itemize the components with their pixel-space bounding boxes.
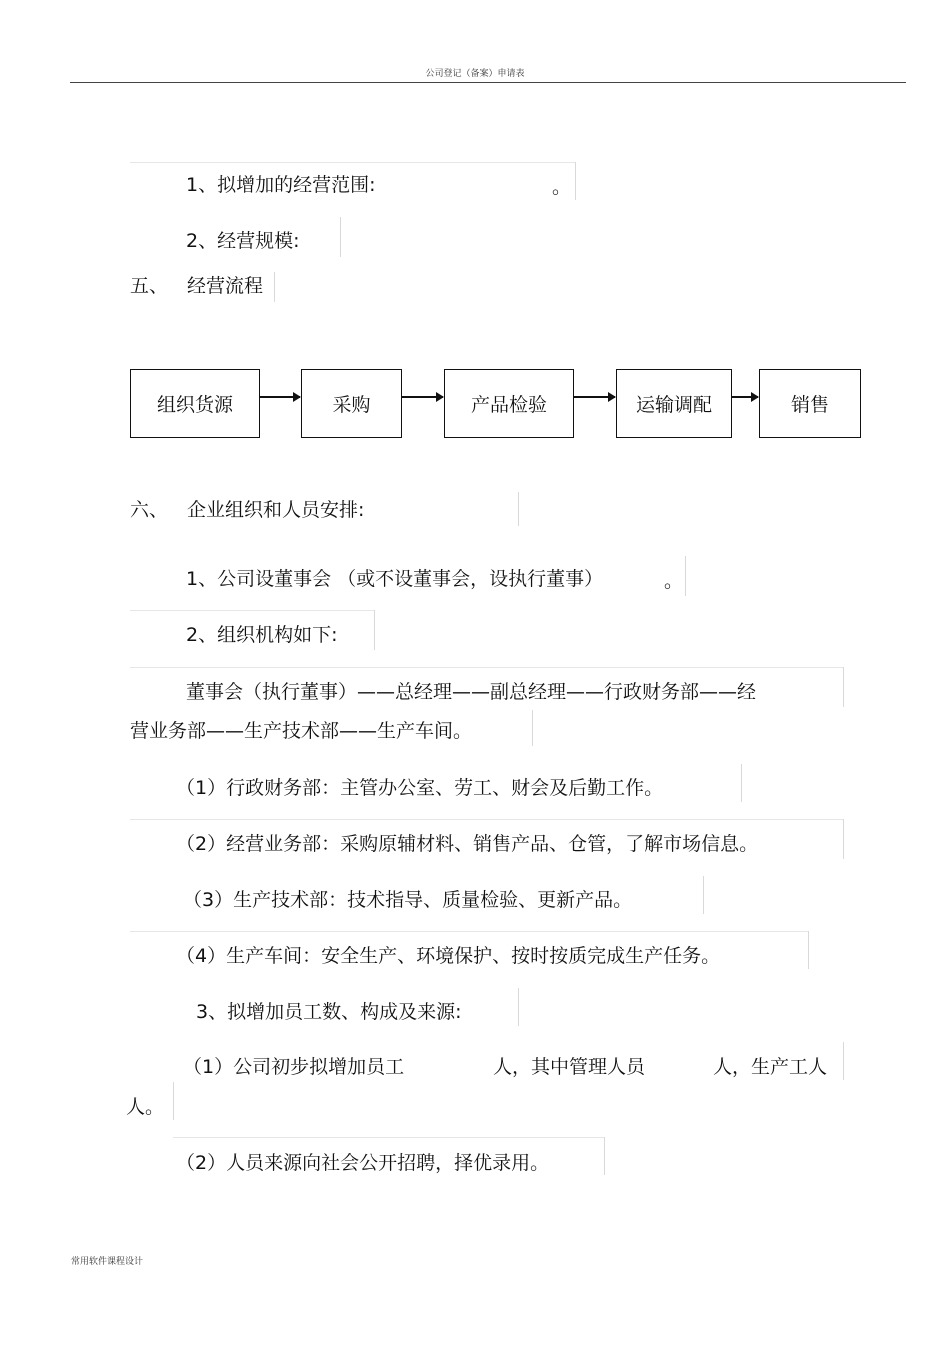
business-scope-end: 。 bbox=[552, 176, 572, 198]
dept-workshop: （4）生产车间：安全生产、环境保护、按时按质完成生产任务。 bbox=[176, 945, 721, 967]
cell-border bbox=[532, 710, 533, 746]
staff-source: （2）人员来源向社会公开招聘，择优录用。 bbox=[176, 1152, 550, 1174]
cell-border bbox=[575, 162, 576, 200]
org-chain-line-1: 董事会（执行董事）——总经理——副总经理——行政财务部——经 bbox=[186, 681, 757, 703]
flow-arrow bbox=[732, 396, 758, 398]
cell-border bbox=[130, 610, 375, 611]
cell-border bbox=[340, 217, 341, 257]
section-six-number: 六、 bbox=[130, 499, 169, 521]
staff-count-part-4: 人。 bbox=[126, 1096, 165, 1118]
dept-admin-finance: （1）行政财务部：主管办公室、劳工、财会及后勤工作。 bbox=[176, 777, 664, 799]
cell-border bbox=[130, 162, 576, 163]
cell-border bbox=[843, 819, 844, 859]
header-divider bbox=[70, 82, 906, 83]
staff-label: 3、拟增加员工数、构成及来源: bbox=[196, 1001, 462, 1023]
dept-business: （2）经营业务部：采购原辅材料、销售产品、仓管，了解市场信息。 bbox=[176, 833, 759, 855]
board-text: 1、公司设董事会 （或不设董事会，设执行董事） bbox=[186, 568, 604, 590]
cell-border bbox=[518, 492, 519, 526]
cell-border bbox=[173, 1137, 605, 1138]
flow-arrow bbox=[260, 396, 300, 398]
cell-border bbox=[685, 556, 686, 596]
cell-border bbox=[808, 931, 809, 969]
flow-arrow bbox=[574, 396, 615, 398]
business-scale-label: 2、经营规模: bbox=[186, 230, 300, 252]
staff-count-part-3: 人，生产工人 bbox=[713, 1056, 828, 1078]
cell-border bbox=[843, 667, 844, 707]
org-chain-line-2: 营业务部——生产技术部——生产车间。 bbox=[130, 720, 473, 742]
cell-border bbox=[130, 667, 844, 668]
section-five-number: 五、 bbox=[130, 275, 169, 297]
page-footer: 常用软件课程设计 bbox=[71, 1257, 144, 1267]
flow-step-inspection: 产品检验 bbox=[444, 369, 574, 438]
cell-border bbox=[130, 819, 844, 820]
staff-count-part-1: （1）公司初步拟增加员工 bbox=[183, 1056, 405, 1078]
flow-step-purchasing: 采购 bbox=[301, 369, 402, 438]
cell-border bbox=[741, 764, 742, 802]
cell-border bbox=[518, 988, 519, 1026]
cell-border bbox=[274, 272, 275, 302]
flow-step-transport: 运输调配 bbox=[616, 369, 732, 438]
flow-step-sourcing: 组织货源 bbox=[130, 369, 260, 438]
flow-arrow bbox=[402, 396, 443, 398]
page-header: 公司登记（备案）申请表 bbox=[425, 69, 525, 79]
section-five-title: 经营流程 bbox=[187, 275, 264, 297]
org-structure-label: 2、组织机构如下: bbox=[186, 624, 338, 646]
staff-count-part-2: 人，其中管理人员 bbox=[493, 1056, 646, 1078]
cell-border bbox=[173, 1082, 174, 1120]
cell-border bbox=[130, 931, 808, 932]
board-end: 。 bbox=[664, 570, 684, 592]
dept-production-tech: （3）生产技术部：技术指导、质量检验、更新产品。 bbox=[183, 889, 633, 911]
cell-border bbox=[843, 1042, 844, 1080]
cell-border bbox=[703, 876, 704, 914]
business-scope-label: 1、拟增加的经营范围: bbox=[186, 174, 376, 196]
cell-border bbox=[604, 1137, 605, 1175]
flow-step-sales: 销售 bbox=[759, 369, 861, 438]
section-six-title: 企业组织和人员安排: bbox=[187, 499, 365, 521]
cell-border bbox=[374, 610, 375, 650]
